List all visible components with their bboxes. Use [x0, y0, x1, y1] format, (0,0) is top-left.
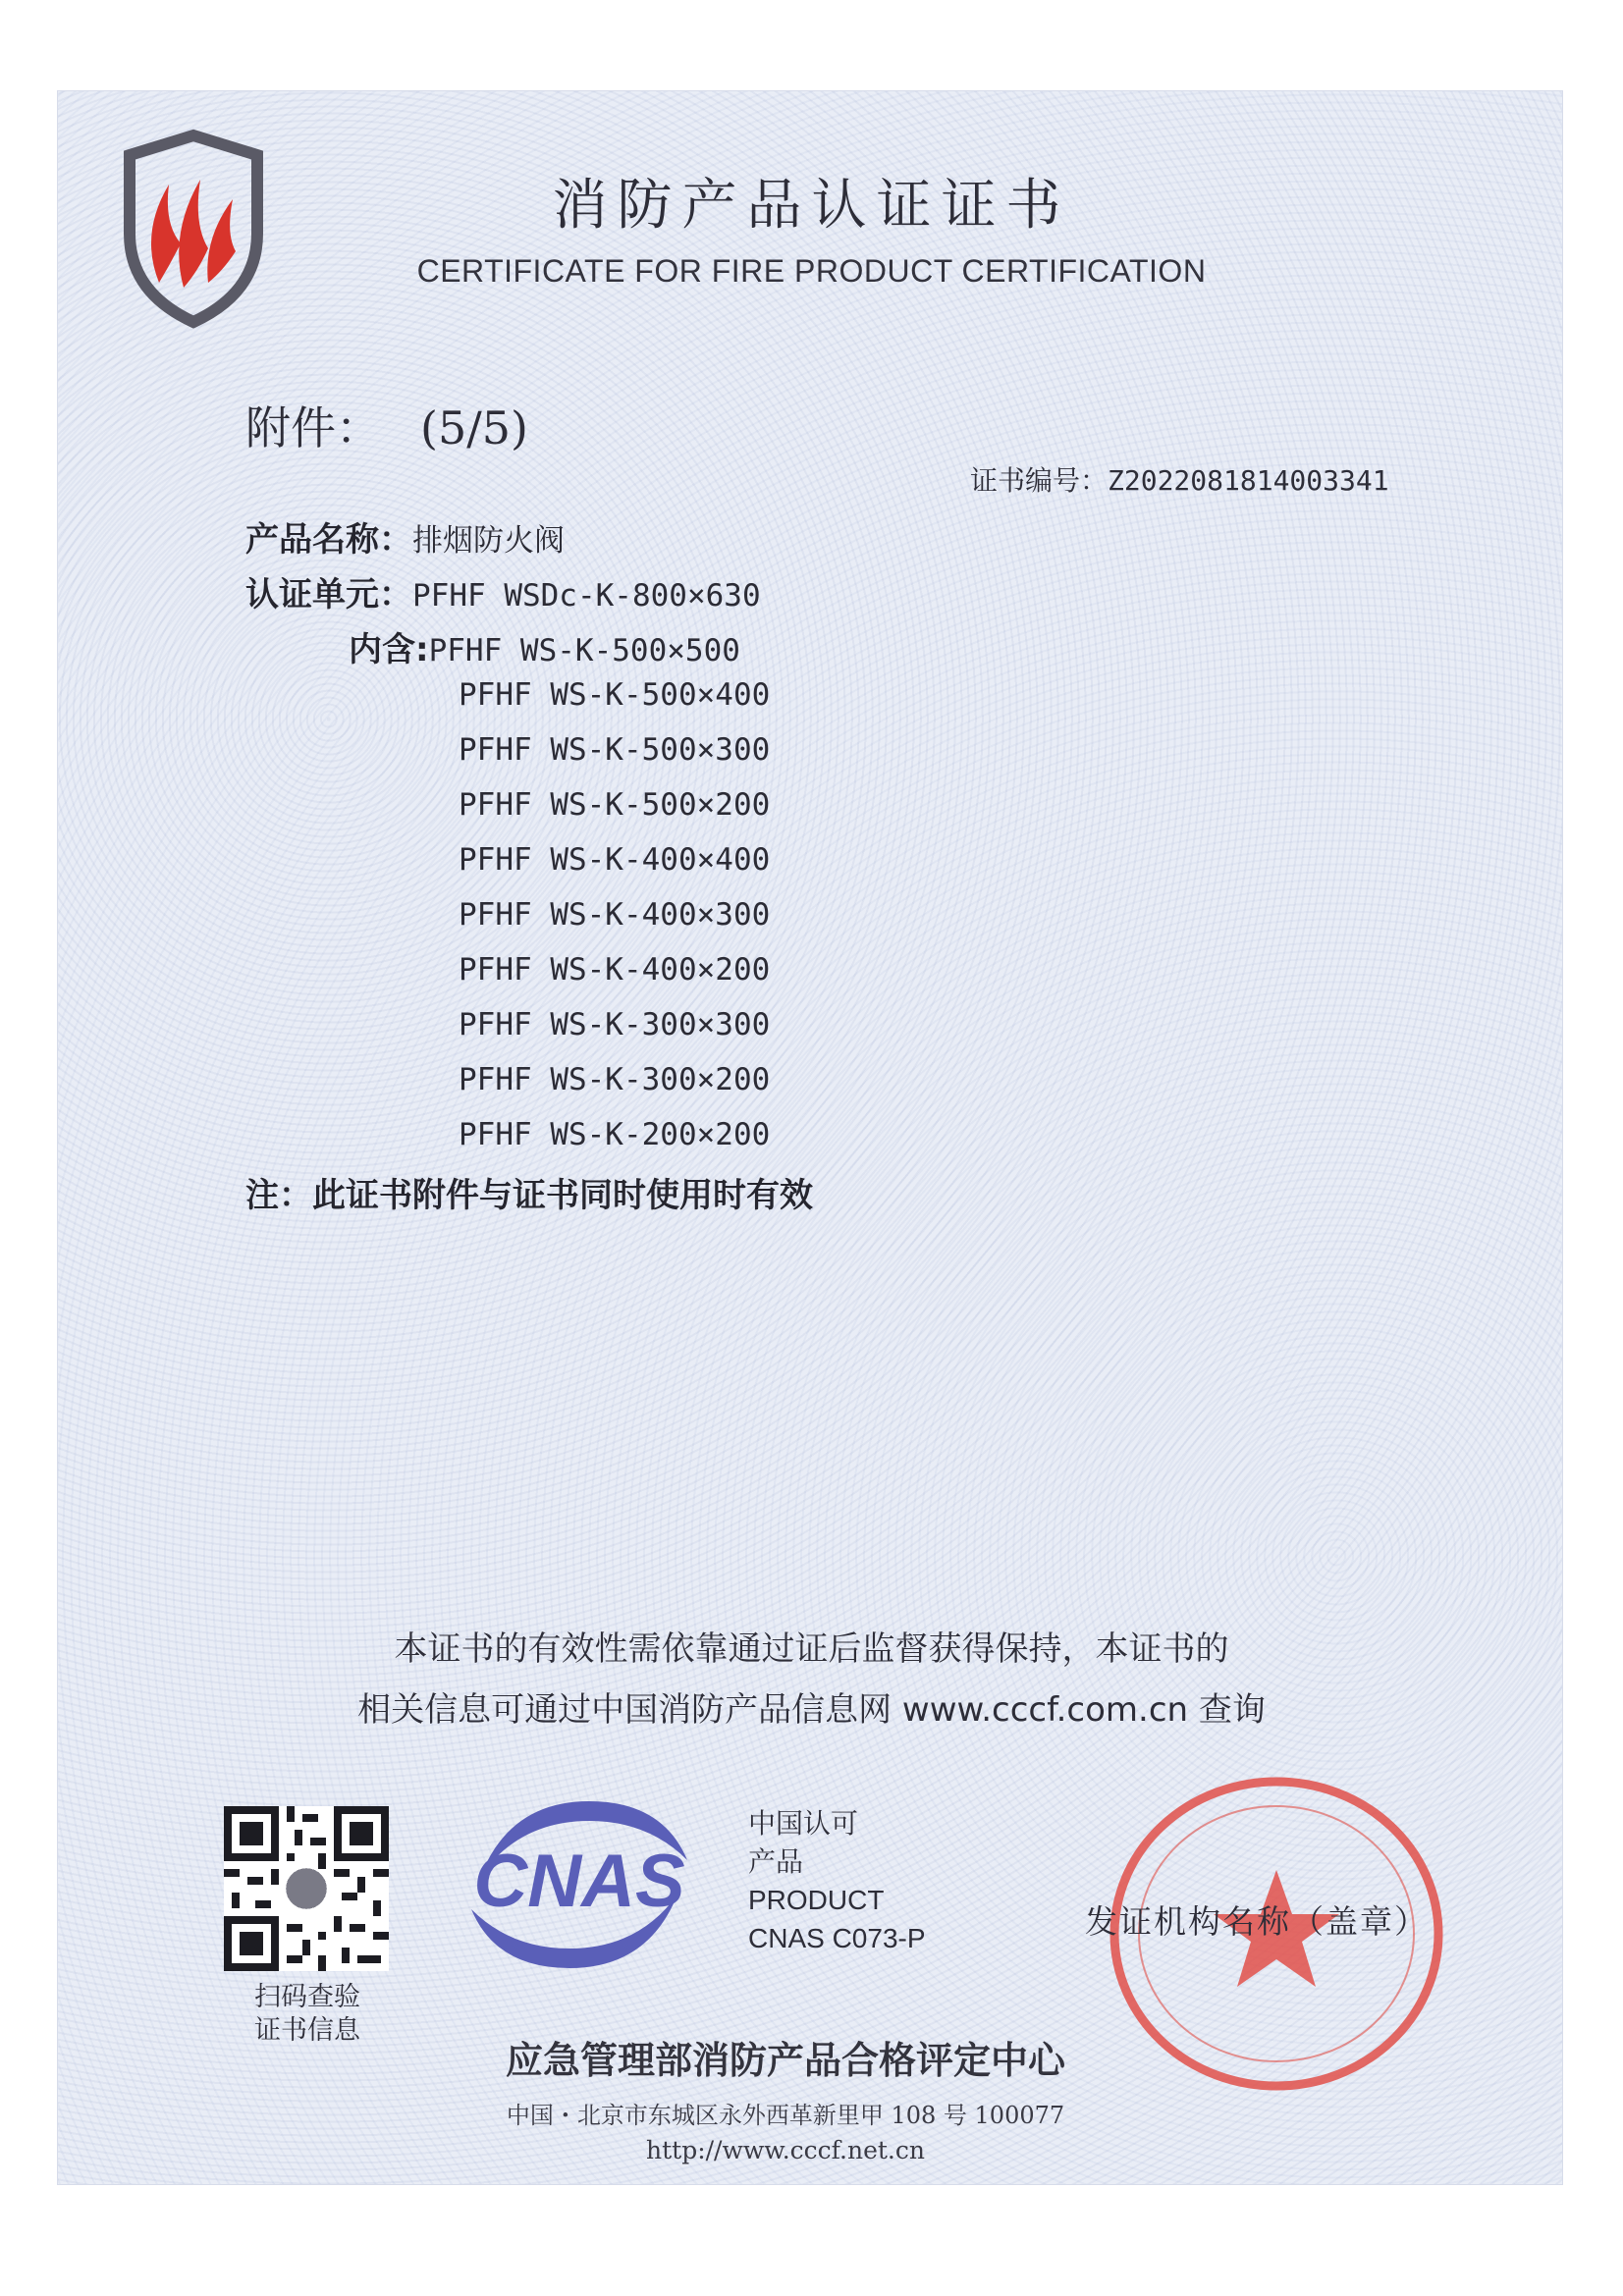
- cnas-logo-text: CNAS: [473, 1840, 685, 1923]
- qr-caption-line1: 扫码查验: [254, 1982, 360, 2012]
- model-item: PFHF WS-K-400×200: [459, 952, 771, 988]
- cnas-logo: [452, 1791, 707, 1978]
- qr-caption-line2: 证书信息: [254, 2015, 360, 2046]
- product-name-row: [245, 512, 565, 561]
- certification-unit-row: [245, 567, 761, 615]
- cnas-line1: 中国认可: [748, 1808, 859, 1839]
- model-item: PFHF WS-K-500×300: [459, 732, 771, 768]
- model-item: PFHF WS-K-500×200: [459, 787, 771, 823]
- certification-unit-label: 认证单元：: [245, 575, 412, 614]
- certification-unit-value: PFHF WSDc-K-800×630: [412, 578, 761, 614]
- validity-statement-line1: 本证书的有效性需依靠通过证后监督获得保持，本证书的: [394, 1629, 1229, 1669]
- validity-statement-line2: 相关信息可通过中国消防产品信息网 www.cccf.com.cn 查询: [357, 1690, 1266, 1730]
- cnas-line3: PRODUCT: [748, 1885, 885, 1915]
- cnas-accreditation-info: [748, 1804, 926, 1957]
- issuer-stamp-label: 发证机构名称（盖章）: [1085, 1902, 1429, 1941]
- attachment-label: 附件：: [245, 401, 381, 454]
- model-item: PFHF WS-K-500×400: [459, 677, 771, 713]
- model-list: [459, 677, 770, 1172]
- organization-website[interactable]: http://www.cccf.net.cn: [646, 2136, 925, 2164]
- model-item: PFHF WS-K-300×200: [459, 1062, 771, 1097]
- organization-address: 中国・北京市东城区永外西革新里甲 108 号 100077: [506, 2102, 1065, 2129]
- qr-center-logo: [286, 1868, 327, 1909]
- validity-note: 注：此证书附件与证书同时使用时有效: [245, 1176, 813, 1215]
- qr-code[interactable]: [224, 1806, 389, 1971]
- contains-row: [349, 622, 740, 670]
- contains-first-model: PFHF WS-K-500×500: [428, 633, 740, 668]
- contains-label: 内含:: [349, 630, 429, 669]
- product-name-value: 排烟防火阀: [412, 523, 565, 559]
- model-item: PFHF WS-K-400×300: [459, 897, 771, 933]
- cnas-line2: 产品: [748, 1846, 804, 1877]
- attachment-page: (5/5): [420, 401, 528, 454]
- certificate-title-cn: 消防产品认证证书: [552, 174, 1071, 238]
- issuing-organization: 应急管理部消防产品合格评定中心: [505, 2039, 1065, 2082]
- model-item: PFHF WS-K-400×400: [459, 842, 771, 878]
- model-item: PFHF WS-K-200×200: [459, 1117, 771, 1152]
- product-name-label: 产品名称：: [245, 520, 412, 560]
- certificate-number: 证书编号：Z2022081814003341: [970, 464, 1389, 497]
- attachment-heading: [245, 393, 528, 457]
- cnas-line4: CNAS C073-P: [748, 1923, 926, 1953]
- certificate-title-en: CERTIFICATE FOR FIRE PRODUCT CERTIFICATION: [416, 253, 1207, 289]
- model-item: PFHF WS-K-300×300: [459, 1007, 771, 1042]
